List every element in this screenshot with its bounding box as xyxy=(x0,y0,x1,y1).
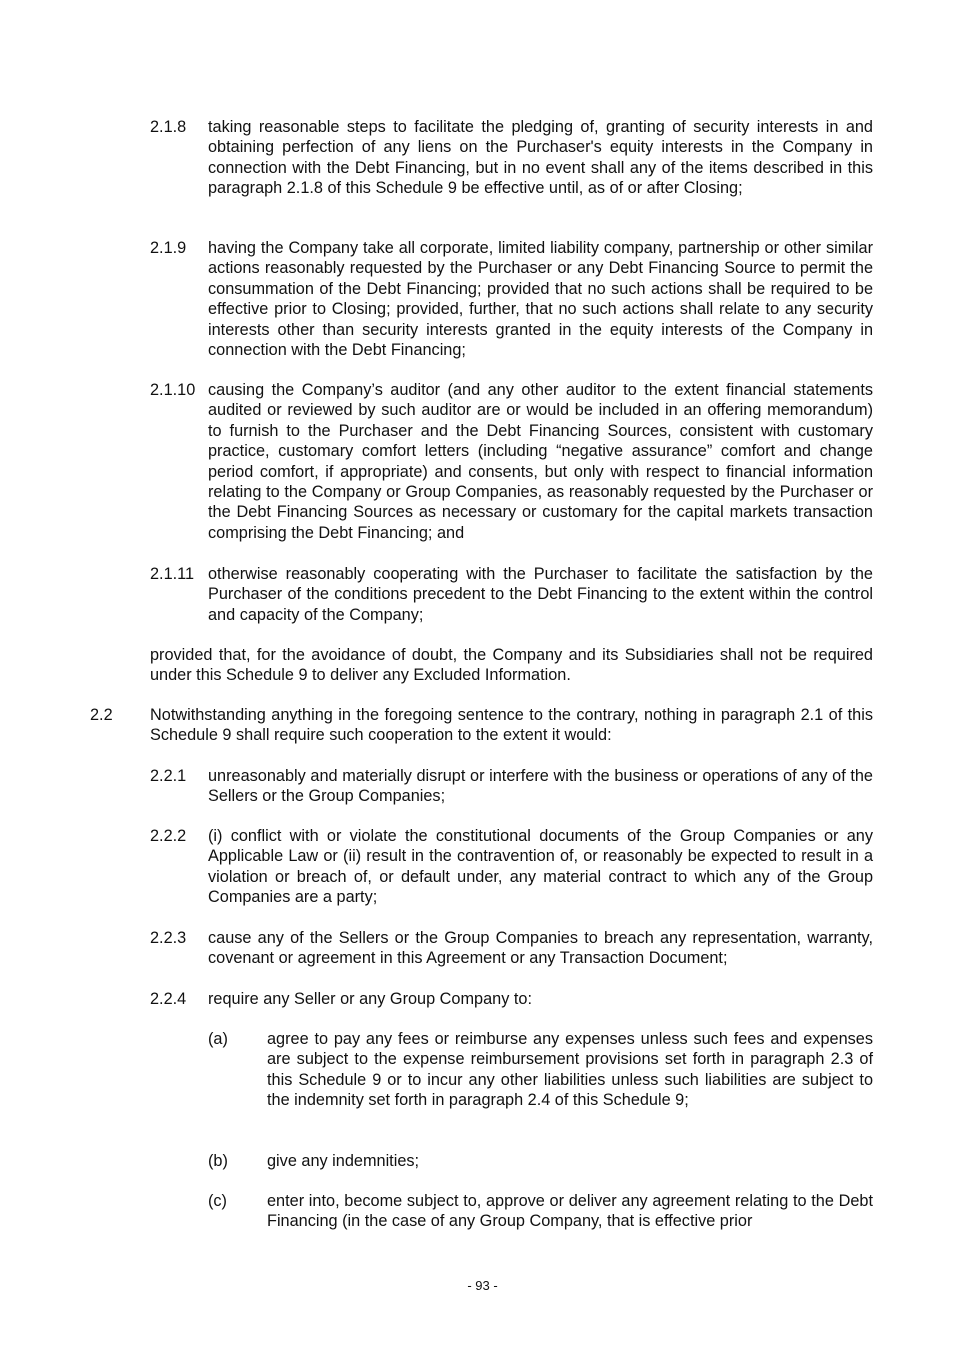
clause-number-2-2-2: 2.2.2 xyxy=(150,827,187,845)
clause-number-2-2-4: 2.2.4 xyxy=(150,990,187,1008)
clause-text-c: enter into, become subject to, approve or deliver any agreement relating to the Debt Financing (in the case of any Group Company, that is effective prior xyxy=(267,1192,873,1231)
clause-number-b: (b) xyxy=(208,1152,228,1170)
clause-text-b: give any indemnities; xyxy=(267,1152,420,1170)
clause-text-a: agree to pay any fees or reimburse any expenses unless such fees and expenses are subject to the expense reimbursement provisions set forth in paragraph 2.3 of this Schedule 9 or to incur any other liabilities unless such liabilities are subject to the indemnity set forth in paragraph 2.4 of this Schedule 9; xyxy=(267,1030,873,1110)
clause-number-2-2: 2.2 xyxy=(90,706,113,724)
clause-number-c: (c) xyxy=(208,1192,227,1210)
clause-text-2-1-11: otherwise reasonably cooperating with the Purchaser to facilitate the satisfaction by the Purchaser of the conditions precedent to the Debt Financing to the extent within the control and capacity of the Company; xyxy=(208,565,873,624)
clause-number-a: (a) xyxy=(208,1030,228,1048)
page-number: - 93 - xyxy=(467,1278,498,1293)
clause-text-2-2-1: unreasonably and materially disrupt or interfere with the business or operations of any of the Sellers or the Group Companies; xyxy=(208,767,873,806)
clause-number-2-1-11: 2.1.11 xyxy=(150,565,195,583)
clause-text-2-1-10: causing the Company’s auditor (and any other auditor to the extent financial statements audited or reviewed by such auditor are or would be included in an offering memorandum) to furnish to the Purchaser and the Debt Financing Sources, consistent with customary practice, customary comfort letters (including “negative assurance” comfort and change period comfort, if appropriate) and consents, but only with respect to financial information relating to the Company or Group Companies, as reasonably requested by the Purchaser or the Debt Financing Sources as necessary or customary for the capital markets transaction comprising the Debt Financing; and xyxy=(208,381,873,542)
clause-number-2-1-8: 2.1.8 xyxy=(150,118,187,136)
proviso-text: provided that, for the avoidance of doubt, the Company and its Subsidiaries shall not be required under this Schedule 9 to deliver any Excluded Information. xyxy=(150,646,873,685)
clause-number-2-2-1: 2.2.1 xyxy=(150,767,187,785)
clause-text-2-2-3: cause any of the Sellers or the Group Companies to breach any representation, warranty, covenant or agreement in this Agreement or any Transaction Document; xyxy=(208,929,873,968)
clause-number-2-1-10: 2.1.10 xyxy=(150,381,196,399)
clause-number-2-1-9: 2.1.9 xyxy=(150,239,187,257)
clause-text-2-1-8: taking reasonable steps to facilitate the pledging of, granting of security interests in and obtaining perfection of any liens on the Purchaser's equity interests in the Company in connection with the Debt Financing, but in no event shall any of the items described in this paragraph 2.1.8 of this Schedule 9 be effective until, as of or after Closing; xyxy=(208,118,873,198)
clause-text-2-2-4: require any Seller or any Group Company to: xyxy=(208,990,532,1008)
clause-text-2-2: Notwithstanding anything in the foregoing sentence to the contrary, nothing in paragraph 2.1 of this Schedule 9 shall require such cooperation to the extent it would: xyxy=(150,706,873,745)
clause-text-2-2-2: (i) conflict with or violate the constitutional documents of the Group Companies or any Applicable Law or (ii) result in the contravention of, or reasonably be expected to result in a violation or breach of, or default under, any material contract to which any of the Group Companies are a party; xyxy=(208,827,873,907)
clause-text-2-1-9: having the Company take all corporate, limited liability company, partnership or other similar actions reasonably requested by the Purchaser or any Debt Financing Source to permit the consummation of the Debt Financing; provided that no such actions shall be required to be effective prior to Closing; provided, further, that no such actions shall relate to any security interests other than security interests granted in the equity interests of the Company in connection with the Debt Financing; xyxy=(208,239,873,360)
clause-number-2-2-3: 2.2.3 xyxy=(150,929,187,947)
